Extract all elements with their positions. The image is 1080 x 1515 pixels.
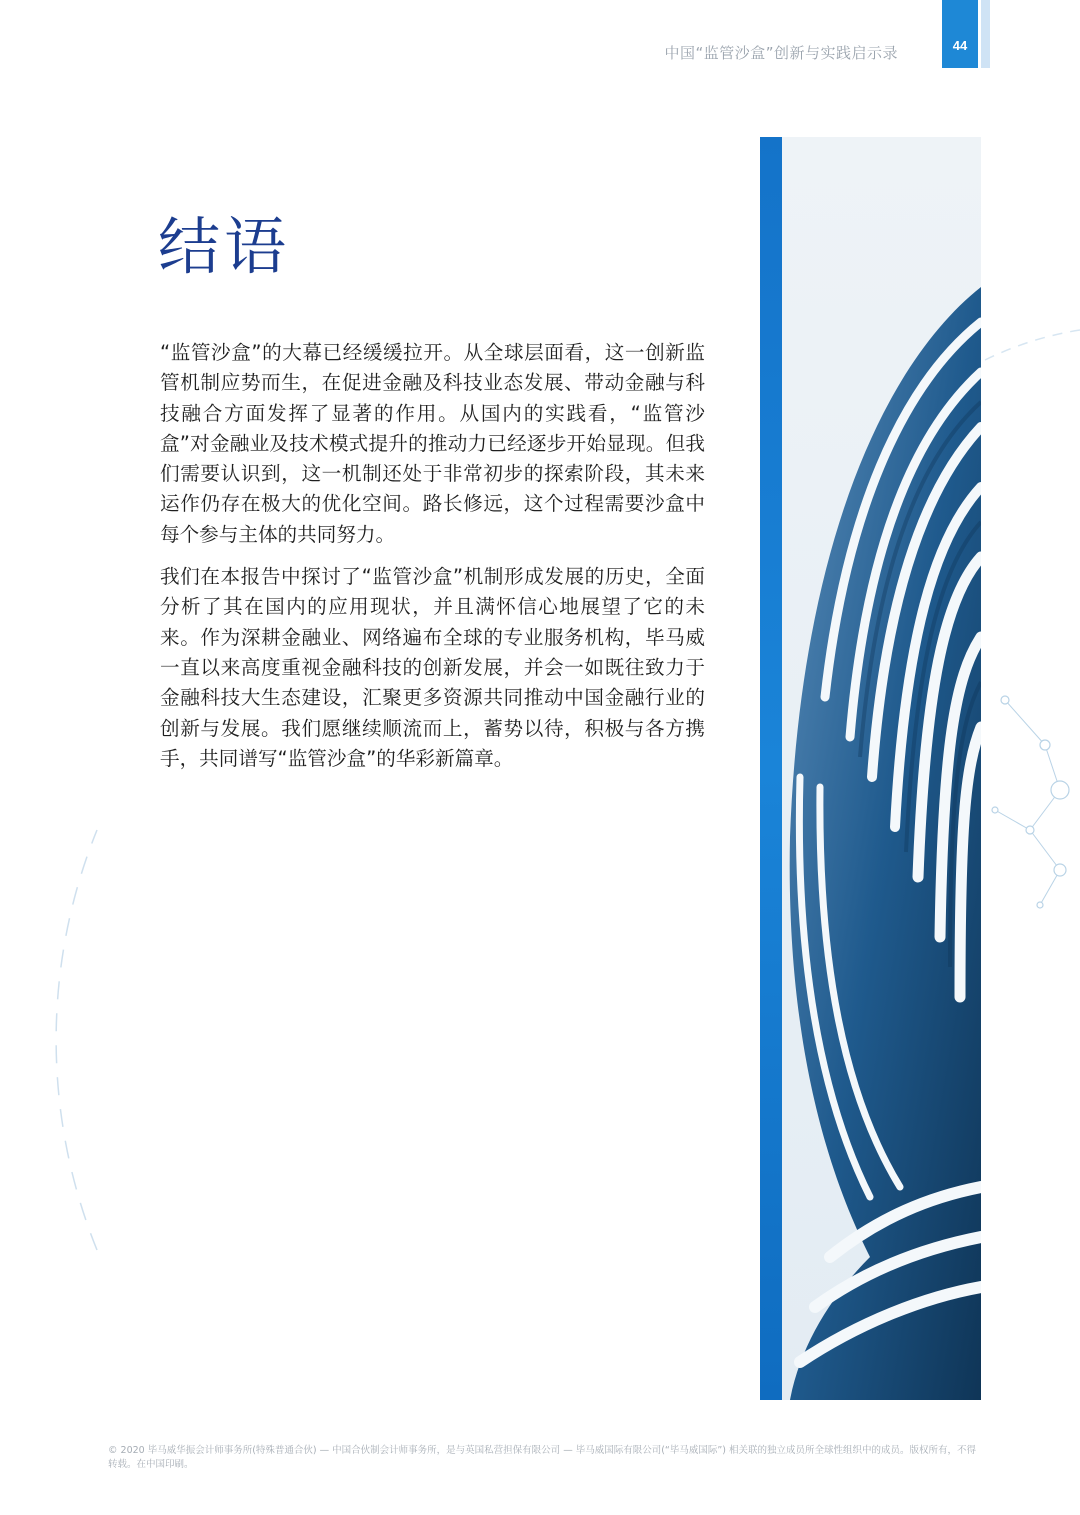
page-number-tab [942, 0, 978, 68]
page-number: 44 [952, 38, 968, 53]
running-header-title: 中国“监管沙盒”创新与实践启示录 [664, 44, 898, 62]
paragraph-2: 我们在本报告中探讨了“监管沙盒”机制形成发展的历史，全面分析了其在国内的应用现状，并且满怀信心地展望了它的未来。作为深耕金融业、网络遍布全球的专业服务机构，毕马威一直以来高度重视金融科技的创新发展，并会一如既往致力于金融科技大生态建设，汇聚更多资源共同推动中国金融行业的创新与发展。我们愿继续顺流而上，蓄势以待，积极与各方携手，共同谱写“监管沙盒”的华彩新篇章。 [160, 565, 705, 770]
accent-bar [760, 137, 782, 1400]
footer-copyright: © 2020 毕马威华振会计师事务所(特殊普通合伙) — 中国合伙制会计师事务所，是与英国私营担保有限公司 — 毕马威国际有限公司(“毕马威国际”) 相关联的独立成员所全球性组织中的成员。版权所有，不得转载。在中国印刷。 [108, 1445, 976, 1470]
section-title: 结语 [158, 210, 291, 283]
architecture-photo [760, 137, 981, 1400]
page-tab-shadow [981, 0, 990, 68]
body-text [160, 338, 705, 786]
paragraph-1: “监管沙盒”的大幕已经缓缓拉开。从全球层面看，这一创新监管机制应势而生，在促进金融及科技业态发展、带动金融与科技融合方面发挥了显著的作用。从国内的实践看，“监管沙盒”对金融业及技术模式提升的推动力已经逐步开始显现。但我们需要认识到，这一机制还处于非常初步的探索阶段，其未来运作仍存在极大的优化空间。路长修远，这个过程需要沙盒中每个参与主体的共同努力。 [160, 341, 705, 546]
